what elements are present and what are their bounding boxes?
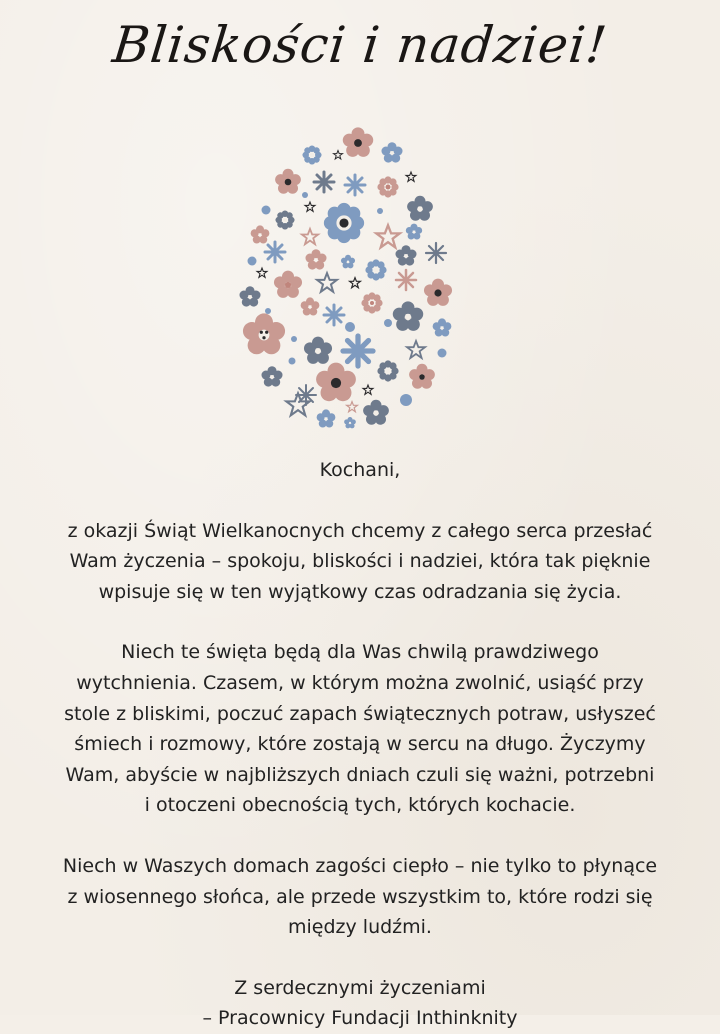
- paragraph-3: Niech w Waszych domach zagości ciepło – nie tylko to płynące z wiosennego słońca, ale przede wszystkim to, które rodzi się między ludźmi.: [62, 854, 658, 939]
- letter-body: [40, 455, 680, 1034]
- signature: – Pracownicy Fundacji Inthinknity: [202, 1007, 518, 1030]
- easter-egg-icon: [230, 125, 460, 435]
- paragraph-2: Niech te święta będą dla Was chwilą prawdziwego wytchnienia. Czasem, w którym można zwolnić, usiąść przy stole z bliskimi, poczuć zapach świątecznych potraw, usłyszeć śmiech i rozmowy, które zostają w sercu na długo. Życzymy Wam, abyście w najbliższych dniach czuli się ważni, potrzebni i otoczeni obecnością tych, których kochacie.: [64, 641, 656, 817]
- paragraph-1: z okazji Świąt Wielkanocnych chcemy z całego serca przesłać Wam życzenia – spokoju, bliskości i nadziei, która tak pięknie wpisuje się w ten wyjątkowy czas odradzania się życia.: [67, 519, 653, 603]
- closing: Z serdecznymi życzeniami: [234, 976, 486, 999]
- greeting: Kochani,: [319, 459, 401, 481]
- card-title: Bliskości i nadziei!: [109, 16, 611, 74]
